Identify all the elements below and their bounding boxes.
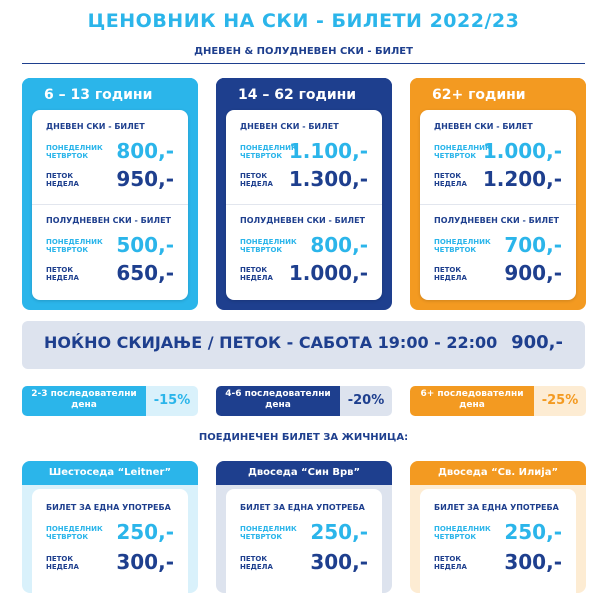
- weekend-label: ПЕТОК НЕДЕЛА: [240, 172, 273, 188]
- discount-label: 2-3 последователни дена: [22, 386, 146, 416]
- day-weekend-price: 950,-: [116, 167, 174, 191]
- weekend-label: ПЕТОК НЕДЕЛА: [46, 266, 79, 282]
- halfday-weekday-price: 500,-: [116, 233, 174, 257]
- lift-body: [226, 489, 382, 593]
- divider: [22, 63, 585, 64]
- weekday-price: 250,-: [310, 520, 368, 544]
- day-ticket-label: ДНЕВЕН СКИ - БИЛЕТ: [46, 122, 145, 131]
- night-skiing-price: 900,-: [511, 332, 563, 353]
- divider: [226, 204, 382, 205]
- day-weekend-price: 1.300,-: [288, 167, 368, 191]
- halfday-ticket-label: ПОЛУДНЕВЕН СКИ - БИЛЕТ: [46, 216, 171, 225]
- weekend-label: ПЕТОК НЕДЕЛА: [434, 555, 467, 571]
- weekday-label: ПОНЕДЕЛНИК ЧЕТВРТОК: [434, 525, 491, 541]
- discount-badge: [22, 386, 198, 416]
- weekday-price: 250,-: [116, 520, 174, 544]
- lift-header: Двоседа “Син Врв”: [216, 461, 392, 485]
- weekend-price: 300,-: [116, 550, 174, 574]
- halfday-weekday-price: 700,-: [504, 233, 562, 257]
- halfday-weekend-price: 1.000,-: [288, 261, 368, 285]
- weekday-label: ПОНЕДЕЛНИК ЧЕТВРТОК: [46, 525, 103, 541]
- weekday-label: ПОНЕДЕЛНИК ЧЕТВРТОК: [240, 144, 297, 160]
- lift-body: [32, 489, 188, 593]
- lift-card-leitner: [22, 461, 198, 593]
- discount-badge: [410, 386, 586, 416]
- weekend-label: ПЕТОК НЕДЕЛА: [46, 172, 79, 188]
- day-ticket-label: ДНЕВЕН СКИ - БИЛЕТ: [434, 122, 533, 131]
- day-weekday-price: 800,-: [116, 139, 174, 163]
- price-card-seniors: [410, 78, 586, 310]
- card-header: 14 – 62 години: [216, 78, 392, 112]
- discount-value: -15%: [146, 386, 198, 416]
- discount-value: -25%: [534, 386, 586, 416]
- weekday-label: ПОНЕДЕЛНИК ЧЕТВРТОК: [434, 238, 491, 254]
- price-card-adults: [216, 78, 392, 310]
- discount-label: 6+ последователни дена: [410, 386, 534, 416]
- lift-header: Двоседа “Св. Илија”: [410, 461, 586, 485]
- card-body: [226, 110, 382, 300]
- lift-body: [420, 489, 576, 593]
- halfday-ticket-label: ПОЛУДНЕВЕН СКИ - БИЛЕТ: [434, 216, 559, 225]
- weekend-label: ПЕТОК НЕДЕЛА: [240, 555, 273, 571]
- card-header: 6 – 13 години: [22, 78, 198, 112]
- price-card-kids: [22, 78, 198, 310]
- card-header: 62+ години: [410, 78, 586, 112]
- divider: [420, 204, 576, 205]
- halfday-weekday-price: 800,-: [310, 233, 368, 257]
- page-title: ЦЕНОВНИК НА СКИ - БИЛЕТИ 2022/23: [87, 10, 520, 32]
- lift-card-sin-vrv: [216, 461, 392, 593]
- lift-card-sv-ilija: [410, 461, 586, 593]
- day-weekday-price: 1.000,-: [482, 139, 562, 163]
- halfday-ticket-label: ПОЛУДНЕВЕН СКИ - БИЛЕТ: [240, 216, 365, 225]
- weekend-label: ПЕТОК НЕДЕЛА: [434, 172, 467, 188]
- discount-value: -20%: [340, 386, 392, 416]
- day-weekend-price: 1.200,-: [482, 167, 562, 191]
- discount-badge: [216, 386, 392, 416]
- day-weekday-price: 1.100,-: [288, 139, 368, 163]
- single-use-label: БИЛЕТ ЗА ЕДНА УПОТРЕБА: [240, 503, 365, 512]
- halfday-weekend-price: 900,-: [504, 261, 562, 285]
- weekday-label: ПОНЕДЕЛНИК ЧЕТВРТОК: [240, 238, 297, 254]
- discount-label: 4-6 последователни дена: [216, 386, 340, 416]
- weekday-label: ПОНЕДЕЛНИК ЧЕТВРТОК: [434, 144, 491, 160]
- divider: [32, 204, 188, 205]
- card-body: [32, 110, 188, 300]
- card-body: [420, 110, 576, 300]
- weekend-price: 300,-: [310, 550, 368, 574]
- weekday-label: ПОНЕДЕЛНИК ЧЕТВРТОК: [46, 144, 103, 160]
- night-skiing-banner: [22, 321, 585, 369]
- weekend-label: ПЕТОК НЕДЕЛА: [240, 266, 273, 282]
- weekday-label: ПОНЕДЕЛНИК ЧЕТВРТОК: [46, 238, 103, 254]
- weekday-price: 250,-: [504, 520, 562, 544]
- weekend-label: ПЕТОК НЕДЕЛА: [46, 555, 79, 571]
- single-use-label: БИЛЕТ ЗА ЕДНА УПОТРЕБА: [46, 503, 171, 512]
- lift-section-title: ПОЕДИНЕЧЕН БИЛЕТ ЗА ЖИЧНИЦА:: [198, 432, 409, 443]
- halfday-weekend-price: 650,-: [116, 261, 174, 285]
- single-use-label: БИЛЕТ ЗА ЕДНА УПОТРЕБА: [434, 503, 559, 512]
- lift-header: Шестоседа “Leitner”: [22, 461, 198, 485]
- day-ticket-label: ДНЕВЕН СКИ - БИЛЕТ: [240, 122, 339, 131]
- weekday-label: ПОНЕДЕЛНИК ЧЕТВРТОК: [240, 525, 297, 541]
- night-skiing-text: НОЌНО СКИЈАЊЕ / ПЕТОК - САБОТА 19:00 - 22:00: [44, 333, 498, 352]
- weekend-price: 300,-: [504, 550, 562, 574]
- section-subtitle: ДНЕВЕН & ПОЛУДНЕВЕН СКИ - БИЛЕТ: [194, 46, 413, 57]
- weekend-label: ПЕТОК НЕДЕЛА: [434, 266, 467, 282]
